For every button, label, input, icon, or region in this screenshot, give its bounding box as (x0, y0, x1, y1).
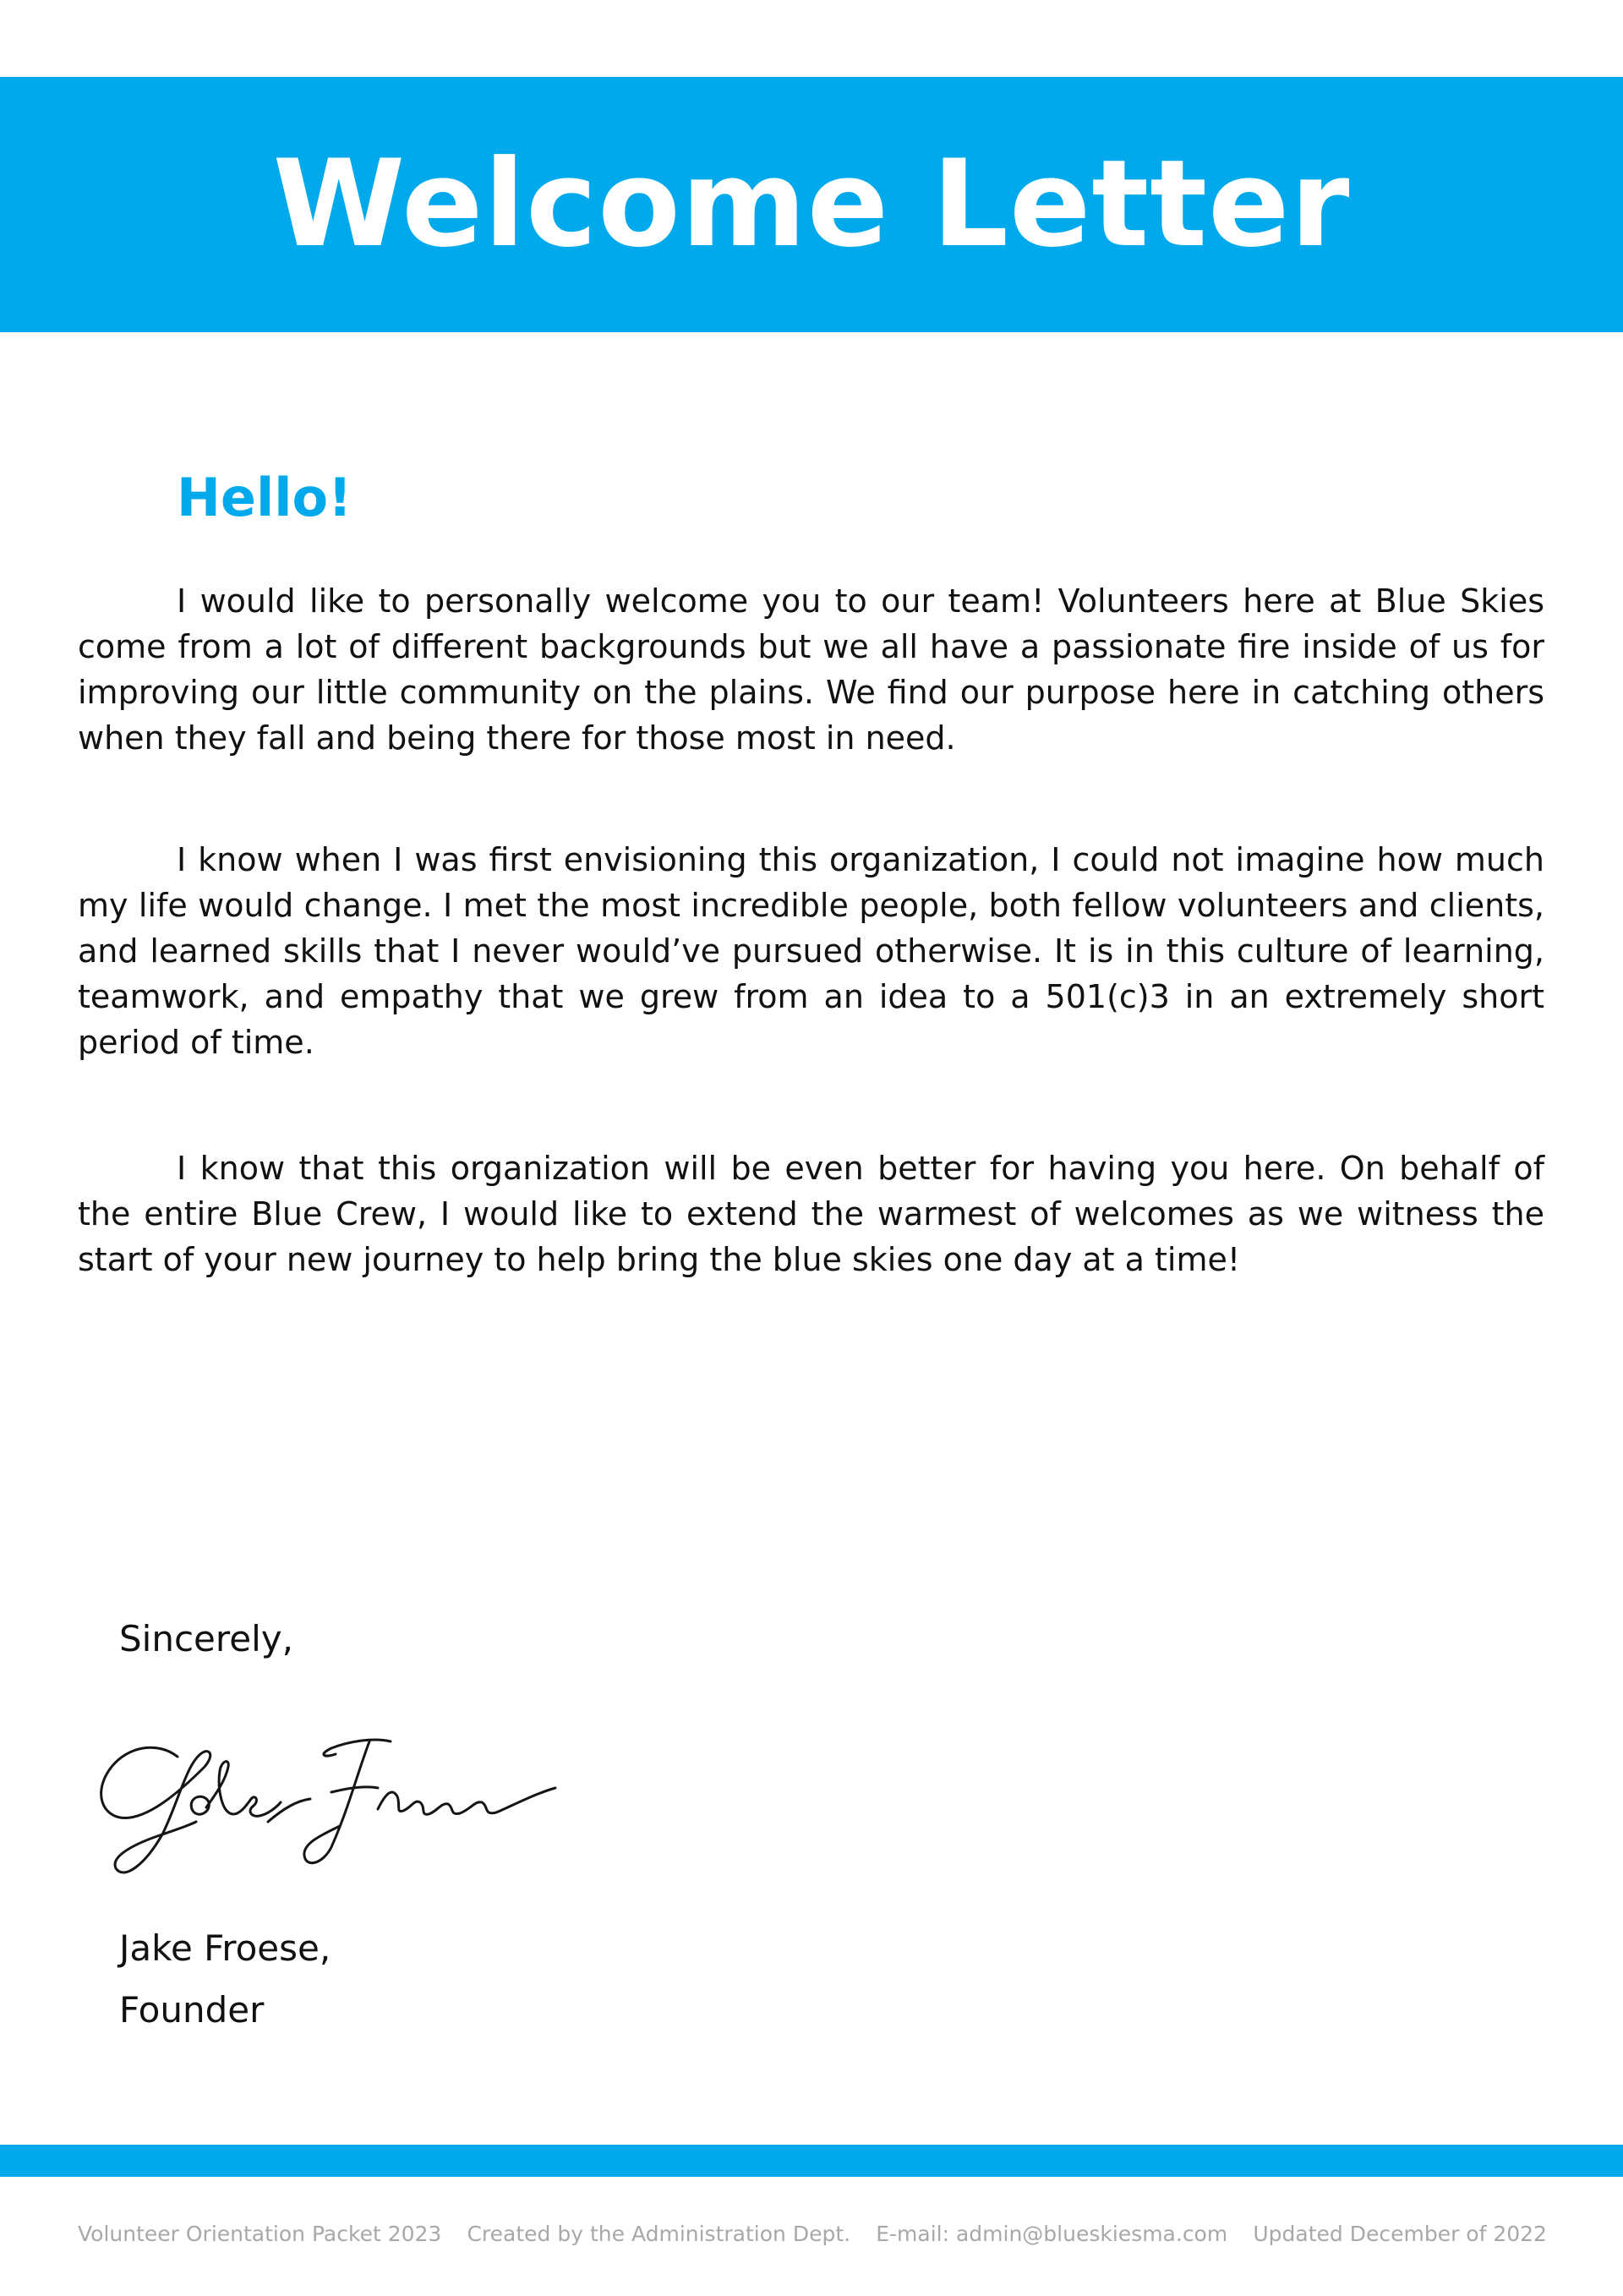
footer-created-by: Created by the Administration Dept. (467, 2222, 851, 2246)
letter-paragraph-3: I know that this organization will be even better for having you here. On behalf of the entire Blue Crew, I would like to extend the warmest of welcomes as we witness the start of your new journey to help bring the blue skies one day at a time! (78, 1150, 1544, 1278)
signer-name: Jake Froese, (119, 1927, 331, 1969)
footer-band (0, 2145, 1623, 2177)
footer-packet: Volunteer Orientation Packet 2023 (78, 2222, 442, 2246)
signature-image (78, 1708, 602, 1892)
footer (78, 2222, 1547, 2246)
page-title: Welcome Letter (272, 134, 1351, 274)
footer-email: E-mail: admin@blueskiesma.com (876, 2222, 1228, 2246)
header-band (0, 77, 1623, 332)
closing: Sincerely, (119, 1618, 293, 1659)
signer-title: Founder (119, 1989, 265, 2031)
greeting: Hello! (177, 467, 352, 528)
letter-paragraph-1: I would like to personally welcome you to our team! Volunteers here at Blue Skies come from a lot of different backgrounds but we all have a passionate fire inside of us for improving our little community on the plains. We find our purpose here in catching others when they fall and being there for those most in need. (78, 582, 1544, 757)
letter-paragraph-2: I know when I was first envisioning this organization, I could not imagine how much my life would change. I met the most incredible people, both fellow volunteers and clients, and learned skills that I never would’ve pursued otherwise. It is in this culture of learning, teamwork, and empathy that we grew from an idea to a 501(c)3 in an extremely short period of time. (78, 841, 1544, 1061)
footer-updated: Updated December of 2022 (1253, 2222, 1547, 2246)
